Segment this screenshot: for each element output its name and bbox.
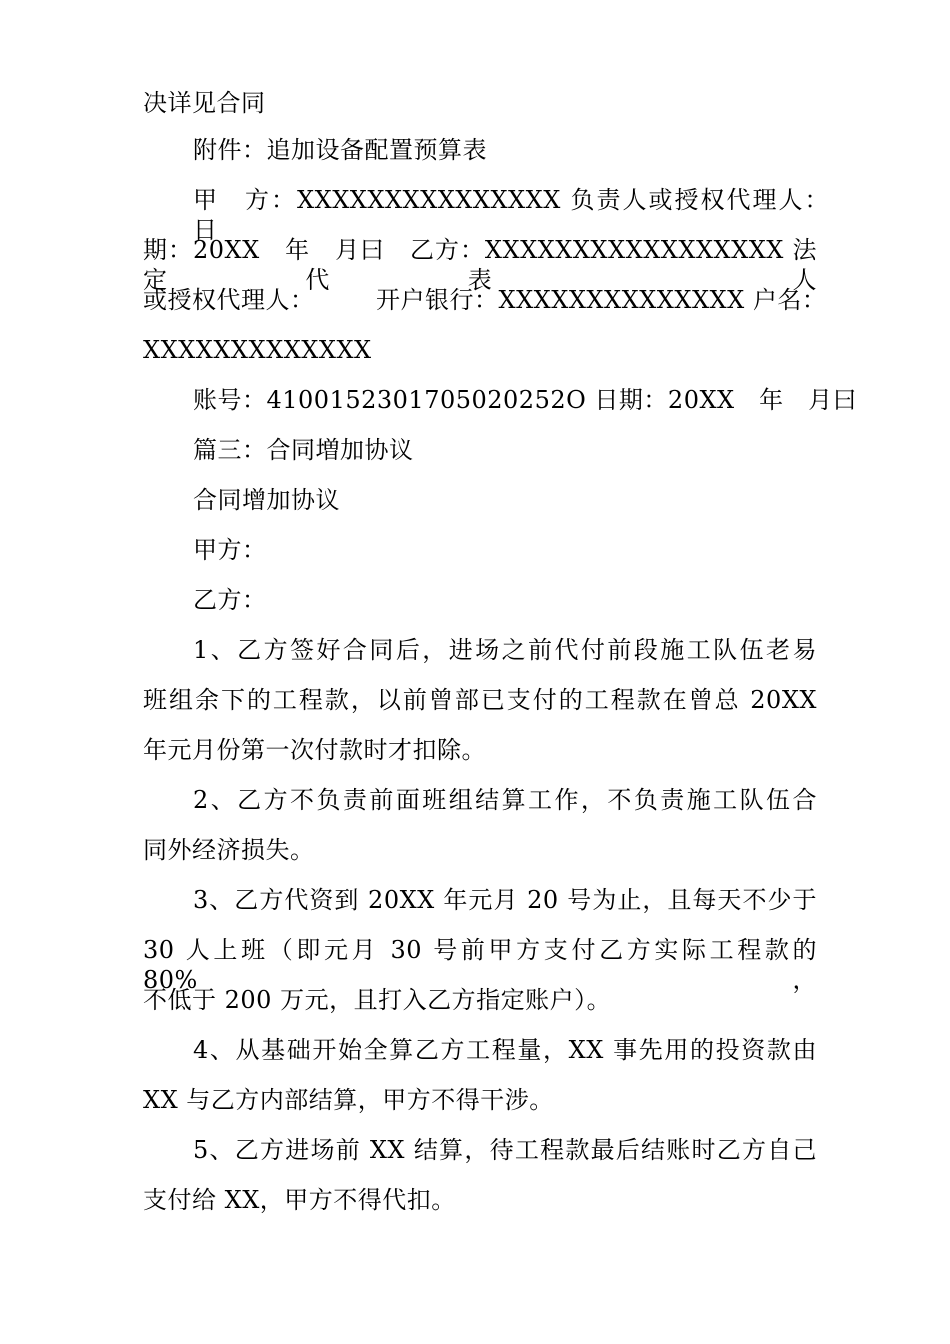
- date-party-b-line: 期：20XX 年 月曰 乙方：XXXXXXXXXXXXXXXXX 法定代表 人: [143, 236, 817, 294]
- clause-5-line-1: 5、乙方进场前 XX 结算，待工程款最后结账时乙方自己: [193, 1136, 817, 1164]
- clause-4-line-1: 4、从基础开始全算乙方工程量，XX 事先用的投资款由: [193, 1036, 817, 1064]
- clause-3-line-3: 不低于 200 万元，且打入乙方指定账户）。: [143, 986, 612, 1014]
- clause-1-line-3: 年元月份第一次付款时才扣除。: [143, 736, 486, 764]
- section-heading: 篇三：合同増加协议: [193, 436, 414, 464]
- party-a-label: 甲方：: [193, 536, 267, 564]
- clause-3-line-1: 3、乙方代资到 20XX 年元月 20 号为止，且每天不少于: [193, 886, 817, 914]
- bank-line: 或授权代理人： 开户银行：XXXXXXXXXXXXXX 户名：: [143, 286, 827, 314]
- account-number-line: 账号：4100152301705020252O 日期：20XX 年 月曰: [193, 386, 858, 414]
- clause-1-line-1: 1、乙方签好合同后，进场之前代付前段施工队伍老易: [193, 636, 817, 664]
- account-name-line: XXXXXXXXXXXXX: [143, 336, 372, 364]
- party-a-signature-line: 甲 方：XXXXXXXXXXXXXXX 负责人或授权代理人： 日: [193, 186, 842, 244]
- party-b-label: 乙方：: [193, 586, 267, 614]
- agreement-title: 合同增加协议: [193, 486, 340, 514]
- clause-2-line-2: 同外经济损失。: [143, 836, 315, 864]
- clause-3-line-2: 30 人上班（即元月 30 号前甲方支付乙方实际工程款的 80%，: [143, 936, 817, 994]
- clause-5-line-2: 支付给 XX，甲方不得代扣。: [143, 1186, 456, 1214]
- clause-1-line-2: 班组余下的工程款，以前曾部已支付的工程款在曾总 20XX: [143, 686, 817, 714]
- clause-4-line-2: XX 与乙方内部结算，甲方不得干涉。: [143, 1086, 554, 1114]
- text-line: 决详见合同: [143, 89, 266, 117]
- clause-2-line-1: 2、乙方不负责前面班组结算工作，不负责施工队伍合: [193, 786, 817, 814]
- attachment-line: 附件：追加设备配置预算表: [193, 136, 487, 164]
